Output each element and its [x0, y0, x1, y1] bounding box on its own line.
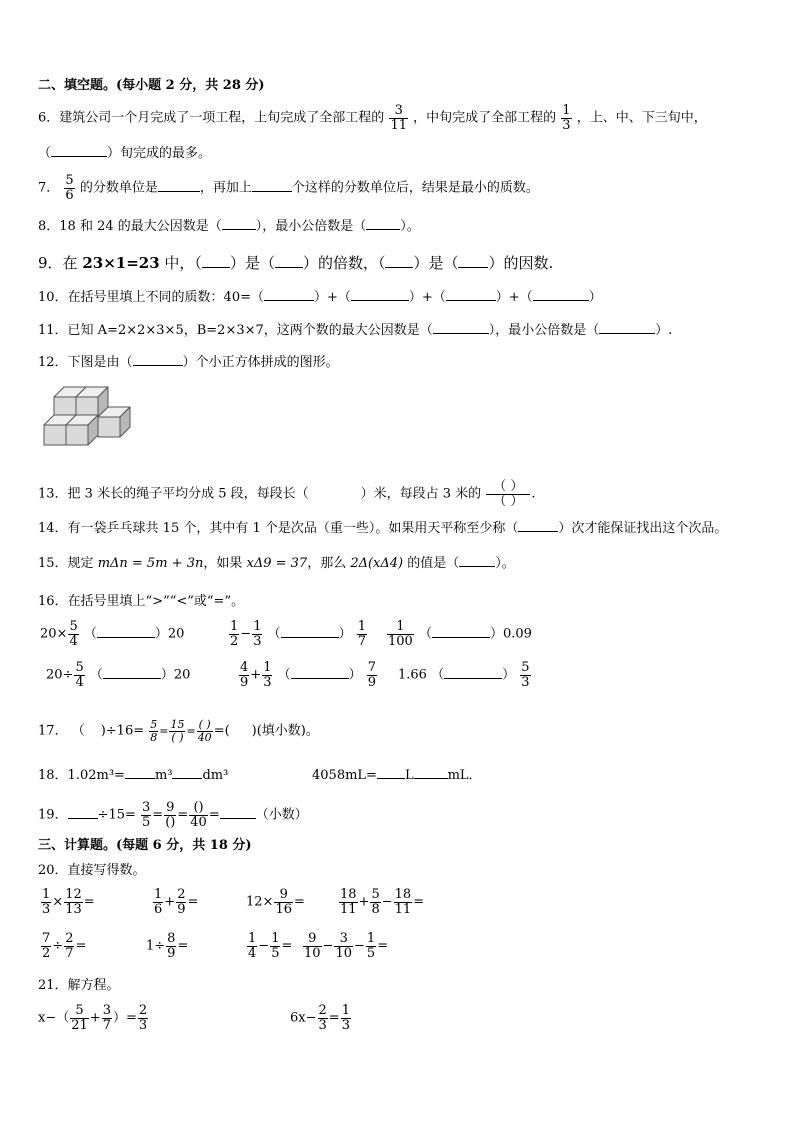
question-7: 7． $\frac{5}{6}$ 的分数单位是 ，再加上 个这样的分数单位后，结果是最小的质数。 [38, 173, 539, 203]
answer-blank[interactable] [202, 267, 230, 268]
fraction: $\frac{5}{6}$ [65, 173, 74, 203]
answer-blank[interactable] [133, 365, 183, 366]
compare-item: $\frac{4}{9}$ + $\frac{1}{3}$ （ ） $\frac{7}{9}$ [240, 660, 377, 690]
calc-item: 1÷ $\frac{8}{9}$ = [146, 931, 189, 961]
answer-blank[interactable] [222, 229, 256, 230]
answer-blank[interactable] [291, 678, 349, 679]
section-2-title: 二、填空题。(每小题 2 分，共 28 分) [38, 78, 265, 93]
question-18: 18．1.02m³= m³ dm³ [38, 768, 229, 783]
answer-blank[interactable] [158, 191, 200, 192]
answer-blank[interactable] [51, 156, 107, 157]
answer-blank[interactable] [97, 637, 155, 638]
compare-item: 1.66 （ ） $\frac{5}{3}$ [398, 660, 530, 690]
answer-blank[interactable] [446, 300, 496, 301]
compare-item: 20× $\frac{5}{4}$ （ ）20 [40, 619, 185, 649]
compare-item: $\frac{1}{2}$ − $\frac{1}{3}$ （ ） $\frac{1}{7}$ [230, 619, 367, 649]
answer-blank[interactable] [433, 333, 489, 334]
answer-blank[interactable] [385, 267, 413, 268]
answer-blank[interactable] [103, 678, 161, 679]
answer-blank[interactable] [252, 191, 292, 192]
calc-item: $\frac{1}{3}$ × $\frac{12}{13}$ = [42, 887, 95, 917]
question-21: 21．解方程。 [38, 978, 120, 993]
question-18-part-2: 4058mL= L mL． [312, 768, 482, 783]
question-14: 14．有一袋乒乓球共 15 个，其中有 1 个是次品（重一些）。如果用天平称至少称（ ）次才能保证找出这个次品。 [38, 521, 728, 536]
answer-blank[interactable] [432, 637, 490, 638]
answer-blank[interactable] [414, 778, 448, 779]
answer-blank[interactable] [459, 566, 495, 567]
question-11: 11．已知 A=2×2×3×5，B=2×3×7，这两个数的最大公因数是（ ），最小公倍数是（ ）. [38, 323, 673, 338]
question-20: 20．直接写得数。 [38, 863, 146, 878]
fraction: （ ） （ ） [486, 480, 530, 508]
answer-blank[interactable] [377, 778, 405, 779]
answer-blank[interactable] [125, 778, 155, 779]
fraction: $\frac{3}{11}$ [390, 103, 407, 133]
question-13: 13．把 3 米长的绳子平均分成 5 段，每段长（ ）米，每段占 3 米的 （ ） （ ） . [38, 479, 536, 509]
answer-blank[interactable] [533, 300, 589, 301]
question-12: 12．下图是由（ ）个小正方体拼成的图形。 [38, 355, 339, 370]
cube-figure [42, 383, 132, 449]
answer-blank[interactable] [366, 229, 400, 230]
answer-blank[interactable] [351, 300, 409, 301]
question-19: 19． ÷15= $\frac{3}{5}$ = 9 () = () 40 = （小数） [38, 800, 308, 830]
answer-blank[interactable] [68, 818, 98, 819]
calc-item: $\frac{18}{11}$ + $\frac{5}{8}$ − $\frac{18}{11}$ = [340, 887, 425, 917]
question-9: 9．在 23×1=23 中，（ ）是（ ）的倍数，（ ）是（ ）的因数. [38, 254, 554, 272]
section-3-title: 三、计算题。(每题 6 分，共 18 分) [38, 838, 252, 853]
answer-blank[interactable] [444, 678, 502, 679]
answer-blank[interactable] [172, 778, 202, 779]
compare-item: 20÷ $\frac{5}{4}$ （ ）20 [46, 660, 191, 690]
fraction: $\frac{1}{3}$ [562, 103, 571, 133]
calc-item: $\frac{9}{10}$ − $\frac{3}{10}$ − $\frac{1}{5}$ = [304, 931, 389, 961]
equation: 6x− $\frac{2}{3}$ = $\frac{1}{3}$ [290, 1003, 350, 1033]
question-6: 6．建筑公司一个月完成了一项工程，上旬完成了全部工程的 $\frac{3}{11}$ ，中旬完成了全部工程的 $\frac{1}{3}$ ，上、中、下三旬中， [38, 103, 707, 133]
compare-item: $\frac{1}{100}$ （ ）0.09 [388, 619, 532, 649]
calc-item: 12× $\frac{9}{16}$ = [246, 887, 305, 917]
answer-blank[interactable] [599, 333, 655, 334]
question-16: 16．在括号里填上“>”“<”或“=”。 [38, 594, 245, 609]
question-8: 8．18 和 24 的最大公因数是（ ），最小公倍数是（ ）。 [38, 219, 420, 234]
question-6-answer-line: （ ）旬完成的最多。 [38, 146, 212, 161]
answer-blank[interactable] [518, 531, 558, 532]
question-10: 10．在括号里填上不同的质数：40=（ ）+（ ）+（ ）+（ ） [38, 290, 602, 305]
question-15: 15．规定 mΔn = 5m + 3n，如果 xΔ9 = 37，那么 2Δ(xΔ4) 的值是（ ）。 [38, 556, 515, 571]
answer-blank[interactable] [264, 300, 314, 301]
calc-item: $\frac{1}{4}$ − $\frac{1}{5}$ = [248, 931, 293, 961]
equation: x−（ $\frac{5}{21}$ + $\frac{3}{7}$ ）= $\frac{2}{3}$ [38, 1003, 148, 1033]
answer-blank[interactable] [275, 267, 303, 268]
answer-blank[interactable] [220, 818, 256, 819]
question-17: 17． （ )÷16= $\frac{5}{8}$ = 15 ( ) = ( ) 40 =( )(填小数)。 [38, 718, 319, 744]
calc-item: $\frac{7}{2}$ ÷ $\frac{2}{7}$ = [42, 931, 87, 961]
calc-item: $\frac{1}{6}$ + $\frac{2}{9}$ = [154, 887, 199, 917]
answer-blank[interactable] [458, 267, 488, 268]
answer-blank[interactable] [281, 637, 339, 638]
